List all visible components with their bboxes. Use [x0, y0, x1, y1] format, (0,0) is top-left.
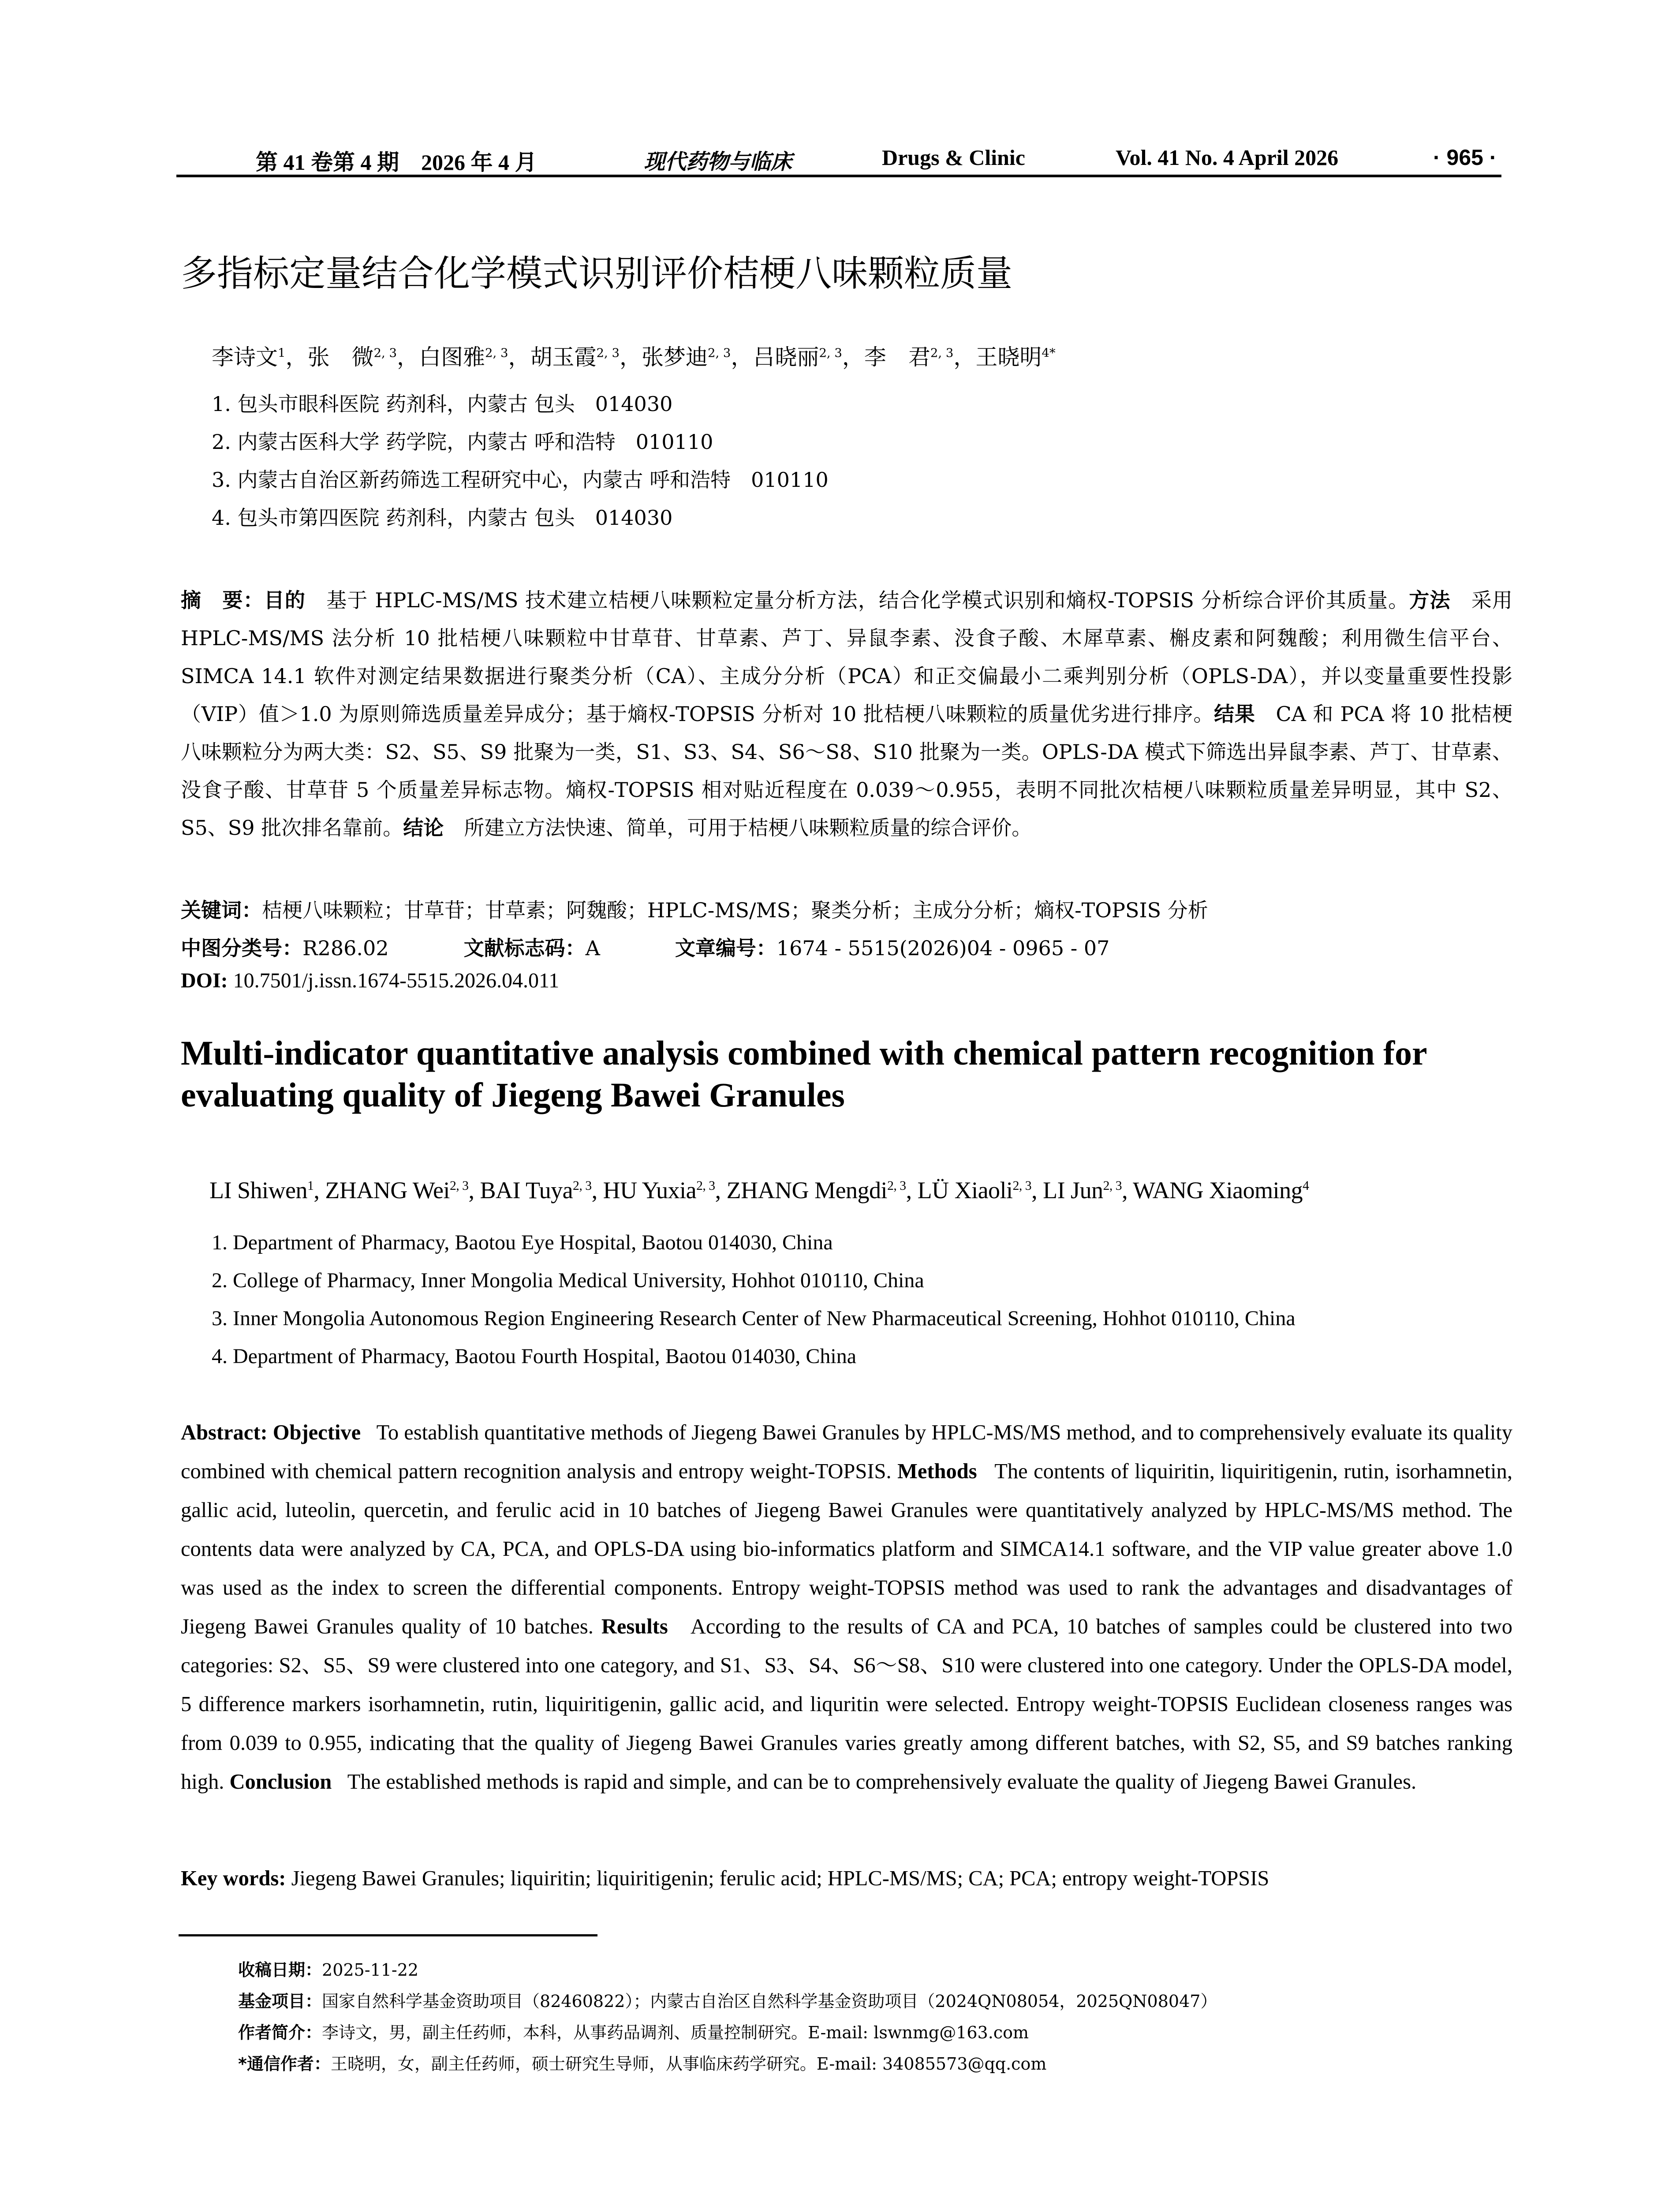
author-name: HU Yuxia	[603, 1177, 697, 1203]
fund-label: 基金项目：	[238, 1992, 322, 2011]
header-journal-cn: 现代药物与临床	[644, 149, 792, 174]
header-journal-en: Drugs & Clinic	[882, 145, 1025, 170]
author-name: 李 君	[864, 344, 930, 370]
en-keywords	[181, 1866, 1269, 1891]
author-name: LI Jun	[1043, 1177, 1103, 1203]
author-name: LI Shiwen	[209, 1177, 307, 1203]
author-affiliation-mark: 2, 3	[596, 346, 620, 360]
doi-line	[181, 968, 559, 993]
footnote-received	[238, 1956, 418, 1981]
author-name: ZHANG Wei	[325, 1177, 450, 1203]
doc-code-label: 文献标志码：	[463, 936, 586, 960]
en-results-label: Results	[601, 1615, 668, 1638]
author-affiliation-mark: 2, 3	[930, 346, 954, 360]
en-keywords-label: Key words:	[181, 1867, 286, 1890]
footnote-corresponding	[238, 2050, 1046, 2074]
clc-label: 中图分类号：	[181, 936, 302, 960]
cn-conclusion-text: 所建立方法快速、简单，可用于桔梗八味颗粒质量的综合评价。	[464, 816, 1032, 840]
author-name: LÜ Xiaoli	[917, 1177, 1013, 1203]
header-page-number: · 965 ·	[1433, 145, 1497, 170]
author-name: 王晓明	[975, 344, 1042, 370]
cn-keywords-text: 桔梗八味颗粒；甘草苷；甘草素；阿魏酸；HPLC-MS/MS；聚类分析；主成分分析；熵权-TOPSIS 分析	[262, 898, 1208, 922]
cn-abstract-label: 摘 要：	[181, 588, 264, 612]
author-separator: ,	[591, 1177, 603, 1203]
author-name: ZHANG Mengdi	[726, 1177, 888, 1203]
author-affiliation-mark: 4	[1303, 1179, 1309, 1193]
en-title: Multi-indicator quantitative analysis combined with chemical pattern recognition for evaluating quality of Jiegeng Bawei Granules	[181, 1034, 1427, 1114]
en-methods-text: The contents of liquiritin, liquiritigenin, rutin, isorhamnetin, gallic acid, luteolin, quercetin, and ferulic acid in 10 batches of Jiegeng Bawei Granules were quantitatively analyzed by HPLC-MS/MS method. The contents data were analyzed by CA, PCA, and OPLS-DA using bio-informatics platform and SIMCA14.1 software, and the VIP value greater above 1.0 was used as the index to screen the differential components. Entropy weight-TOPSIS method was used to rank the advantages and disadvantages of Jiegeng Bawei Granules quality of 10 batches.	[181, 1460, 1512, 1638]
cn-abstract	[181, 581, 1512, 847]
author-affiliation-mark: 2, 3	[485, 346, 508, 360]
author-affiliation-mark: 2, 3	[573, 1179, 592, 1193]
author-separator: ,	[314, 1177, 325, 1203]
author-separator: ，	[842, 344, 864, 370]
author-affiliation-mark: 2, 3	[819, 346, 842, 360]
author-separator: ，	[396, 344, 419, 370]
clc-value: R286.02	[302, 936, 389, 960]
cn-author-list	[212, 340, 1056, 371]
cn-keywords-label: 关键词：	[181, 898, 262, 922]
corr-label: *通信作者：	[238, 2054, 331, 2074]
author-separator: ,	[715, 1177, 727, 1203]
cn-affiliation: 3. 内蒙古自治区新药筛选工程研究中心，内蒙古 呼和浩特 010110	[212, 468, 829, 492]
cn-results-text: CA 和 PCA 将 10 批桔梗八味颗粒分为两大类：S2、S5、S9 批聚为一类，S1、S3、S4、S6～S8、S10 批聚为一类。OPLS-DA 模式下筛选出异鼠李素、芦丁、甘草素、没食子酸、甘草苷 5 个质量差异标志物。熵权-TOPSIS 相对贴近程度在 0.039～0.955，表明不同批次桔梗八味颗粒质量差异明显，其中 S2、S5、S9 批次排名靠前。	[181, 702, 1513, 840]
author-separator: ，	[731, 344, 753, 370]
author-name: 白图雅	[418, 344, 485, 370]
author-separator: ，	[953, 344, 976, 370]
cn-methods-label: 方法	[1409, 588, 1451, 612]
header-volume-en: Vol. 41 No. 4 April 2026	[1116, 145, 1339, 170]
doi-label: DOI:	[181, 969, 228, 992]
author-name: 胡玉霞	[530, 344, 597, 370]
en-affiliation: 1. Department of Pharmacy, Baotou Eye Hospital, Baotou 014030, China	[212, 1231, 833, 1254]
author-affiliation-mark: 2, 3	[696, 1179, 715, 1193]
author-name: 李诗文	[212, 344, 278, 370]
cn-affiliation: 4. 包头市第四医院 药剂科，内蒙古 包头 014030	[212, 506, 673, 530]
cn-objective-label: 目的	[264, 588, 306, 612]
author-name: 张梦迪	[641, 344, 708, 370]
en-affiliation: 4. Department of Pharmacy, Baotou Fourth Hospital, Baotou 014030, China	[212, 1345, 857, 1368]
received-label: 收稿日期：	[238, 1960, 322, 1980]
author-affiliation-mark: 2, 3	[373, 346, 397, 360]
cn-affiliation: 2. 内蒙古医科大学 药学院，内蒙古 呼和浩特 010110	[212, 430, 713, 454]
en-affiliation: 2. College of Pharmacy, Inner Mongolia Medical University, Hohhot 010110, China	[212, 1269, 924, 1292]
header-volume-cn: 第 41 卷第 4 期 2026 年 4 月	[256, 150, 537, 175]
cn-results-label: 结果	[1214, 702, 1255, 726]
author-affiliation-mark: 1	[278, 346, 286, 360]
en-results-text: According to the results of CA and PCA, 10 batches of samples could be clustered into two categories: S2、S5、S9 were clustered into one category, and S1、S3、S4、S6～S8、S10 were clustered into one category. Under the OPLS-DA model, 5 difference markers isorhamnetin, rutin, liquiritigenin, gallic acid, and liquritin were selected. Entropy weight-TOPSIS Euclidean closeness ranges was from 0.039 to 0.955, indicating that the quality of Jiegeng Bawei Granules varies greatly among different batches, with S2, S5, and S9 batches ranking high.	[181, 1615, 1512, 1794]
article-no-value: 1674 - 5515(2026)04 - 0965 - 07	[776, 936, 1110, 960]
en-objective-label: Objective	[273, 1421, 361, 1444]
en-methods-label: Methods	[897, 1460, 977, 1483]
author-affiliation-mark: 2, 3	[1012, 1179, 1032, 1193]
en-abstract	[181, 1413, 1512, 1801]
doi-value[interactable]: 10.7501/j.issn.1674-5515.2026.04.011	[233, 969, 560, 992]
author-affiliation-mark: 1	[307, 1179, 314, 1193]
cn-title: 多指标定量结合化学模式识别评价桔梗八味颗粒质量	[181, 253, 1013, 295]
en-conclusion-label: Conclusion	[229, 1770, 332, 1794]
author-separator: ,	[1122, 1177, 1133, 1203]
author-name: WANG Xiaoming	[1133, 1177, 1303, 1203]
bio-label: 作者简介：	[238, 2023, 322, 2042]
en-keywords-text: Jiegeng Bawei Granules; liquiritin; liquiritigenin; ferulic acid; HPLC-MS/MS; CA; PCA; entropy weight-TOPSIS	[291, 1867, 1269, 1890]
cn-affiliation: 1. 包头市眼科医院 药剂科，内蒙古 包头 014030	[212, 392, 673, 416]
received-date: 2025-11-22	[322, 1960, 419, 1980]
footnote-rule	[179, 1934, 597, 1936]
en-objective-text: To establish quantitative methods of Jiegeng Bawei Granules by HPLC-MS/MS method, and to comprehensively evaluate its quality combined with chemical pattern recognition analysis and entropy weight-TOPSIS.	[181, 1421, 1513, 1483]
header-rule	[176, 175, 1501, 177]
author-affiliation-mark: 2, 3	[887, 1179, 906, 1193]
cn-methods-text: 采用 HPLC-MS/MS 法分析 10 批桔梗八味颗粒中甘草苷、甘草素、芦丁、异鼠李素、没食子酸、木犀草素、槲皮素和阿魏酸；利用微生信平台、SIMCA 14.1 软件对测定结果数据进行聚类分析（CA）、主成分分析（PCA）和正交偏最小二乘判别分析（OPLS-DA），并以变量重要性投影（VIP）值＞1.0 为原则筛选质量差异成分；基于熵权-TOPSIS 分析对 10 批桔梗八味颗粒的质量优劣进行排序。	[181, 588, 1513, 726]
corr-text: 王晓明，女，副主任药师，硕士研究生导师，从事临床药学研究。E-mail: 34085573@qq.com	[330, 2054, 1047, 2074]
en-abstract-label: Abstract:	[181, 1421, 268, 1444]
en-author-list	[209, 1177, 1309, 1204]
bio-text: 李诗文，男，副主任药师，本科，从事药品调剂、质量控制研究。E-mail: lswnmg@163.com	[322, 2023, 1029, 2042]
cn-keywords	[181, 894, 1208, 923]
author-affiliation-mark: 2, 3	[449, 1179, 469, 1193]
en-conclusion-text: The established methods is rapid and simple, and can be to comprehensively evaluate the quality of Jiegeng Bawei Granules.	[347, 1770, 1417, 1794]
author-affiliation-mark: 2, 3	[1103, 1179, 1122, 1193]
author-separator: ，	[285, 344, 308, 370]
fund-text: 国家自然科学基金资助项目（82460822）；内蒙古自治区自然科学基金资助项目（2024QN08054，2025QN08047）	[322, 1992, 1217, 2011]
author-separator: ,	[906, 1177, 918, 1203]
footnote-author-bio	[238, 2019, 1029, 2043]
en-affiliation: 3. Inner Mongolia Autonomous Region Engineering Research Center of New Pharmaceutical Screening, Hohhot 010110, China	[212, 1307, 1295, 1330]
author-name: 张 微	[307, 344, 374, 370]
cn-conclusion-label: 结论	[403, 816, 444, 840]
author-separator: ，	[619, 344, 642, 370]
author-name: 吕晓丽	[753, 344, 819, 370]
author-separator: ,	[1031, 1177, 1043, 1203]
author-name: BAI Tuya	[480, 1177, 573, 1203]
running-header	[176, 140, 1501, 176]
cn-classification-line	[181, 932, 1109, 961]
author-separator: ，	[508, 344, 530, 370]
doc-code-value: A	[585, 936, 600, 960]
article-no-label: 文章编号：	[675, 936, 777, 960]
cn-objective-text: 基于 HPLC-MS/MS 技术建立桔梗八味颗粒定量分析方法，结合化学模式识别和熵权-TOPSIS 分析综合评价其质量。	[326, 588, 1409, 612]
author-affiliation-mark: 2, 3	[707, 346, 731, 360]
author-affiliation-mark: 4*	[1042, 346, 1056, 360]
footnote-fund	[238, 1988, 1217, 2012]
author-separator: ,	[468, 1177, 480, 1203]
